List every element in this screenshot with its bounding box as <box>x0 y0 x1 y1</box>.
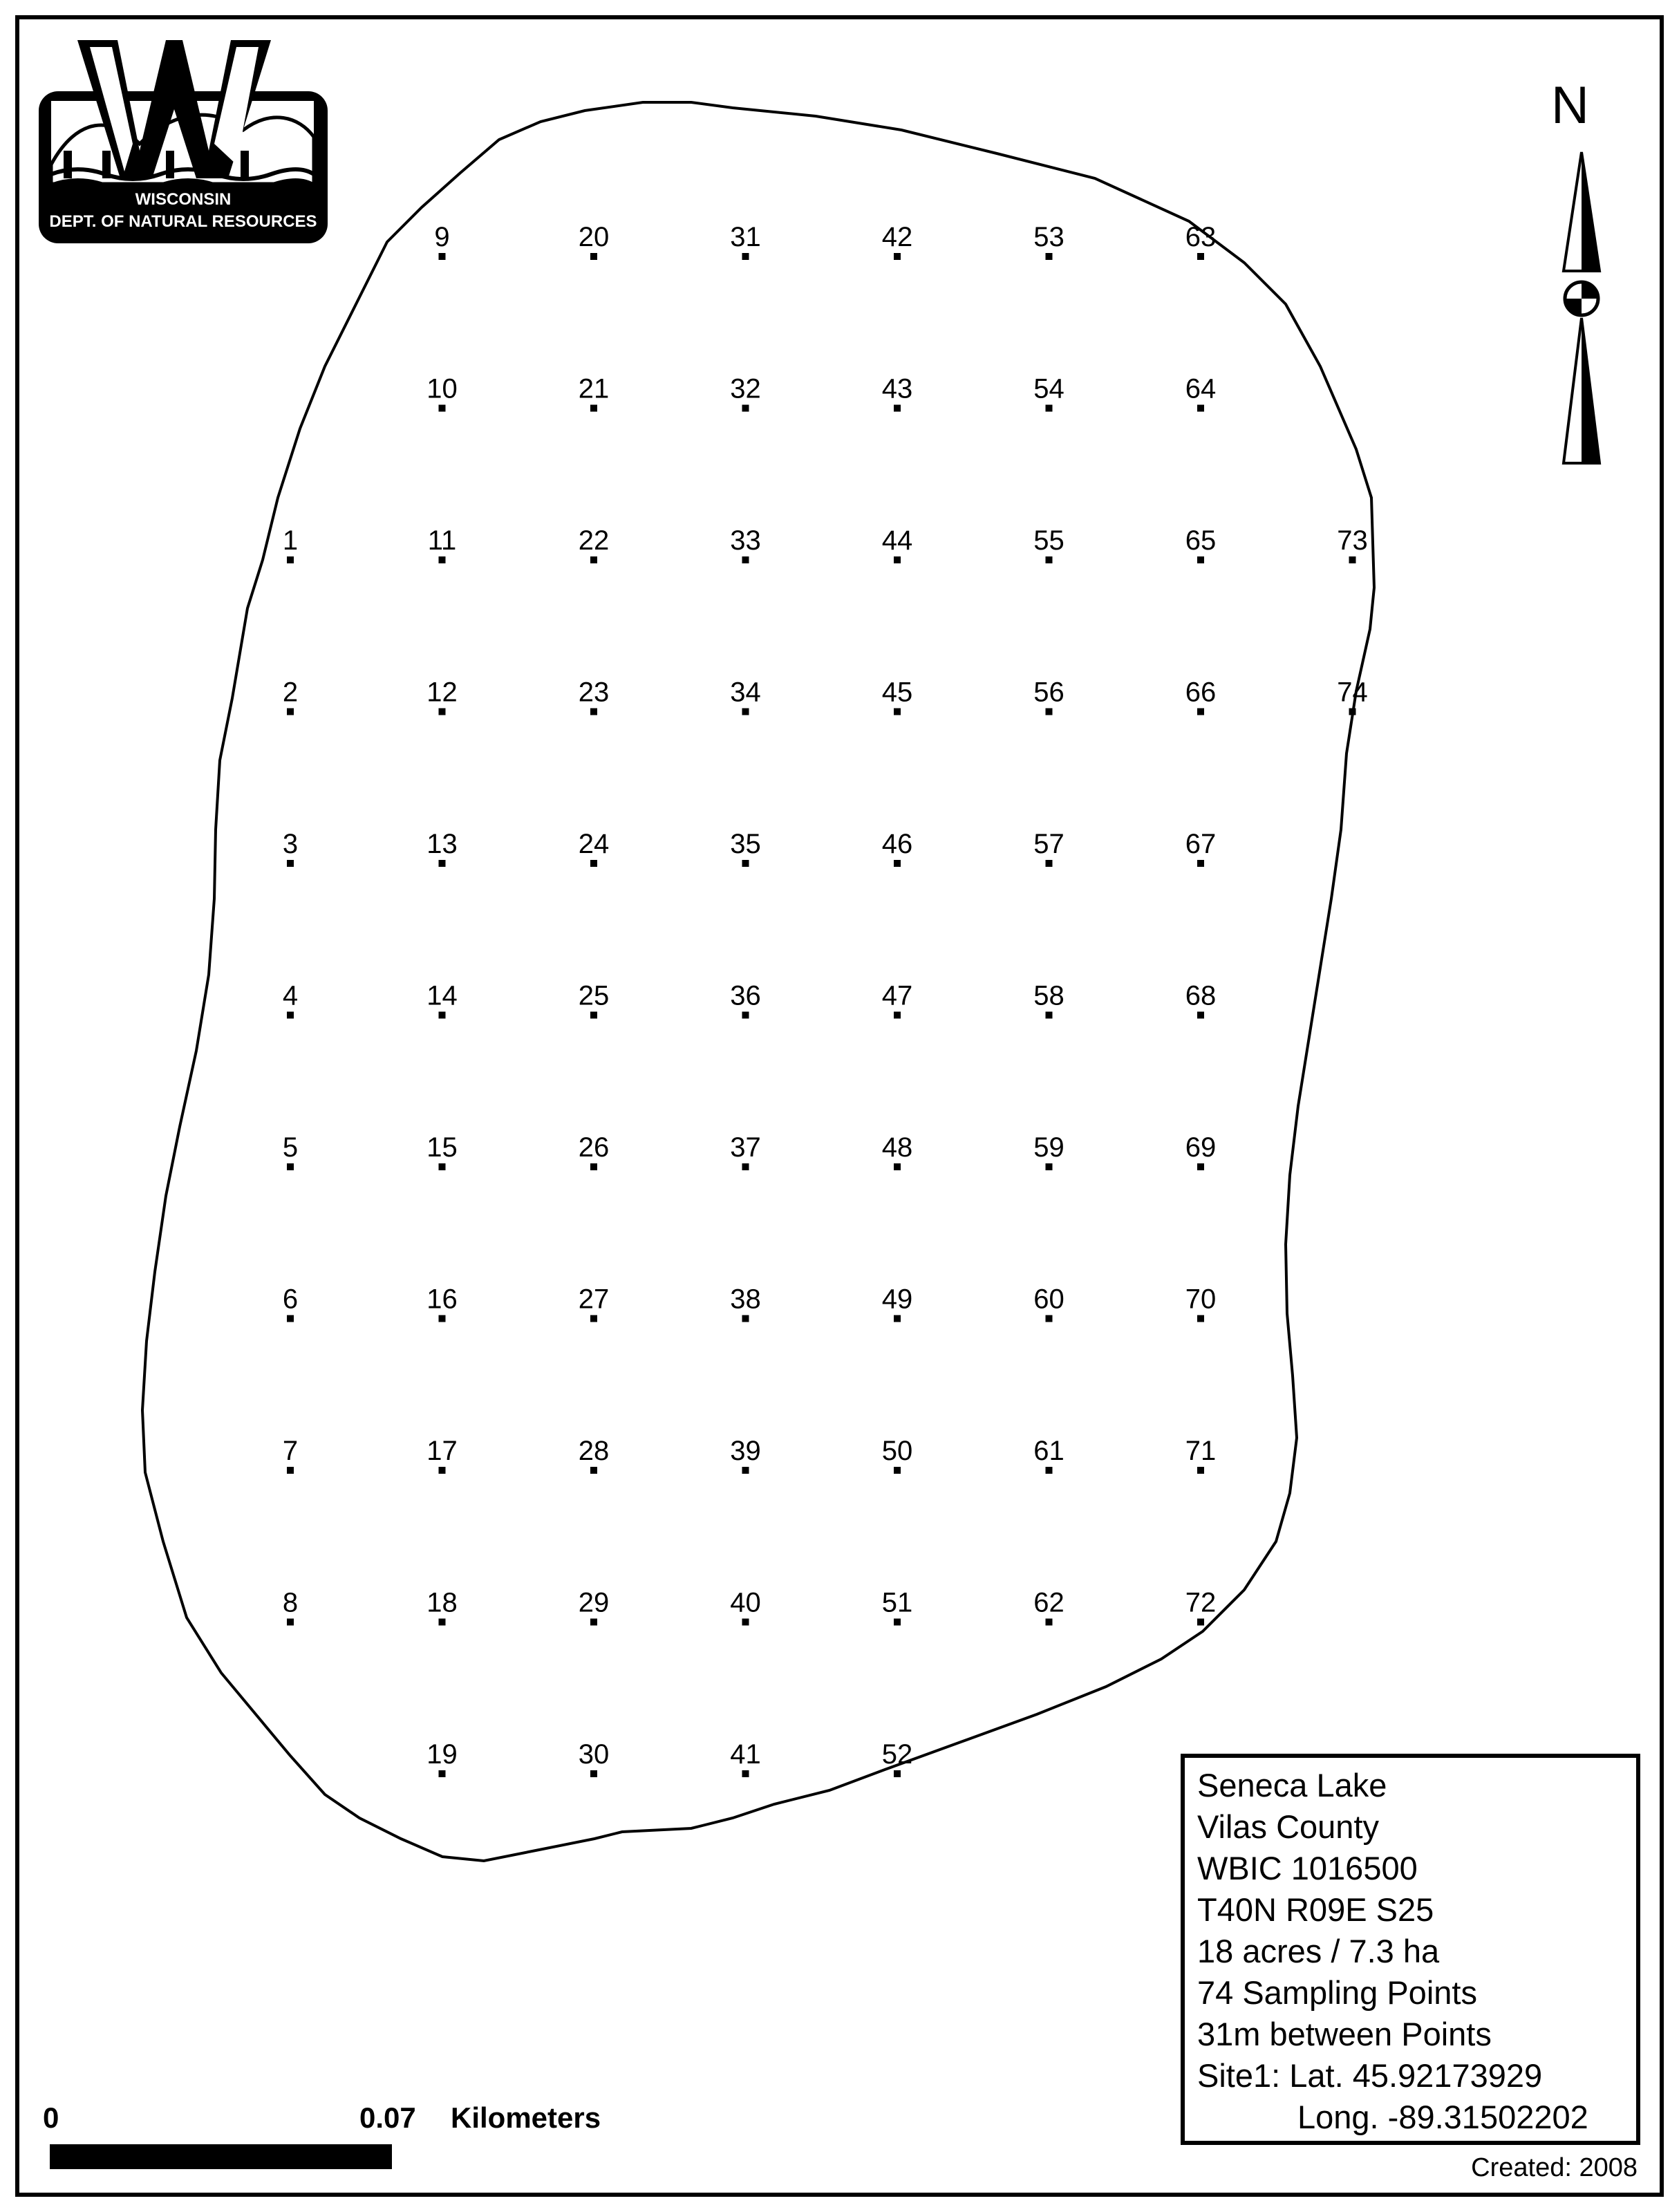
sampling-point-marker <box>287 1467 294 1474</box>
sampling-point-marker <box>439 405 446 412</box>
sampling-point-label: 15 <box>426 1132 458 1163</box>
sampling-point-label: 65 <box>1185 525 1217 556</box>
sampling-point-marker <box>894 556 901 563</box>
sampling-point-label: 70 <box>1185 1284 1217 1315</box>
sampling-point-label: 57 <box>1033 829 1064 859</box>
sampling-point-marker <box>742 1770 749 1777</box>
sampling-point-label: 58 <box>1033 980 1064 1011</box>
sampling-point-label: 67 <box>1185 829 1217 859</box>
sampling-point-label: 34 <box>730 677 761 708</box>
sampling-point-label: 26 <box>578 1132 610 1163</box>
sampling-point-label: 68 <box>1185 980 1217 1011</box>
sampling-point-label: 51 <box>881 1587 913 1618</box>
sampling-point-label: 4 <box>282 980 299 1011</box>
sampling-point-marker <box>1046 405 1053 412</box>
sampling-point-marker <box>742 1619 749 1626</box>
sampling-point-marker <box>439 1467 446 1474</box>
sampling-point-marker <box>1197 253 1204 260</box>
sampling-point-label: 2 <box>282 677 299 708</box>
sampling-point-label: 45 <box>881 677 913 708</box>
sampling-point-marker <box>1046 860 1053 867</box>
sampling-point-marker <box>439 860 446 867</box>
sampling-point-label: 41 <box>730 1739 761 1770</box>
sampling-point-label: 44 <box>881 525 913 556</box>
sampling-point-marker <box>1197 1163 1204 1170</box>
created-date: Created: 2008 <box>1471 2153 1638 2182</box>
sampling-point-marker <box>1046 1012 1053 1019</box>
sampling-point-marker <box>894 1770 901 1777</box>
sampling-point-marker <box>287 860 294 867</box>
sampling-point-label: 72 <box>1185 1587 1217 1618</box>
sampling-point-marker <box>590 405 597 412</box>
sampling-point-marker <box>439 1315 446 1322</box>
logo-line1: WISCONSIN <box>135 190 232 209</box>
sampling-point-label: 1 <box>282 525 299 556</box>
sampling-point-marker <box>1197 1619 1204 1626</box>
sampling-point-marker <box>1197 709 1204 715</box>
township-range: T40N R09E S25 <box>1197 1891 1434 1928</box>
sampling-point-marker <box>439 1163 446 1170</box>
sampling-point-marker <box>439 1619 446 1626</box>
sampling-point-marker <box>742 253 749 260</box>
sampling-point-label: 30 <box>578 1739 610 1770</box>
sampling-point-marker <box>590 1467 597 1474</box>
area: 18 acres / 7.3 ha <box>1197 1933 1440 1969</box>
sampling-point-marker <box>1046 1315 1053 1322</box>
sampling-point-marker <box>287 1315 294 1322</box>
sampling-point-label: 3 <box>282 829 299 859</box>
sampling-point-label: 19 <box>426 1739 458 1770</box>
sampling-point-marker <box>742 1012 749 1019</box>
sampling-point-label: 74 <box>1337 677 1368 708</box>
sampling-point-label: 18 <box>426 1587 458 1618</box>
sampling-point-label: 46 <box>881 829 913 859</box>
sampling-point-label: 40 <box>730 1587 761 1618</box>
sampling-point-label: 61 <box>1033 1436 1064 1466</box>
sampling-point-label: 59 <box>1033 1132 1064 1163</box>
sampling-point-marker <box>590 1619 597 1626</box>
sampling-point-label: 21 <box>578 373 610 404</box>
sampling-point-label: 38 <box>730 1284 761 1315</box>
sampling-point-label: 14 <box>426 980 458 1011</box>
sampling-point-marker <box>590 556 597 563</box>
sampling-point-label: 39 <box>730 1436 761 1466</box>
sampling-point-marker <box>742 1315 749 1322</box>
sampling-point-label: 5 <box>282 1132 299 1163</box>
sampling-point-marker <box>1046 709 1053 715</box>
sampling-point-marker <box>742 1163 749 1170</box>
sampling-point-label: 35 <box>730 829 761 859</box>
sampling-point-marker <box>439 556 446 563</box>
point-spacing: 31m between Points <box>1197 2016 1492 2052</box>
scale-max-label: 0.07 <box>359 2101 416 2134</box>
sampling-point-label: 50 <box>881 1436 913 1466</box>
north-arrow-icon <box>1540 83 1623 470</box>
sampling-point-marker <box>894 253 901 260</box>
sampling-point-label: 22 <box>578 525 610 556</box>
sampling-point-label: 47 <box>881 980 913 1011</box>
sampling-count: 74 Sampling Points <box>1197 1974 1477 2011</box>
sampling-point-label: 31 <box>730 222 761 252</box>
sampling-point-label: 28 <box>578 1436 610 1466</box>
logo-line2: DEPT. OF NATURAL RESOURCES <box>49 212 317 231</box>
lake-info-box <box>1181 1754 1640 2145</box>
sampling-point-marker <box>590 709 597 715</box>
sampling-point-label: 24 <box>578 829 610 859</box>
sampling-point-label: 60 <box>1033 1284 1064 1315</box>
sampling-point-label: 55 <box>1033 525 1064 556</box>
scale-unit-label: Kilometers <box>451 2101 601 2134</box>
sampling-point-marker <box>1046 1619 1053 1626</box>
sampling-point-marker <box>590 1163 597 1170</box>
sampling-point-marker <box>590 253 597 260</box>
sampling-point-marker <box>439 1770 446 1777</box>
sampling-point-marker <box>742 556 749 563</box>
sampling-point-marker <box>894 405 901 412</box>
sampling-point-marker <box>1197 1012 1204 1019</box>
sampling-point-label: 53 <box>1033 222 1064 252</box>
sampling-point-marker <box>287 1619 294 1626</box>
sampling-point-label: 9 <box>434 222 450 252</box>
sampling-point-label: 33 <box>730 525 761 556</box>
sampling-point-marker <box>894 1012 901 1019</box>
sampling-point-label: 6 <box>282 1284 299 1315</box>
sampling-point-marker <box>742 405 749 412</box>
sampling-point-marker <box>287 556 294 563</box>
sampling-point-marker <box>590 1315 597 1322</box>
sampling-point-marker <box>439 253 446 260</box>
sampling-point-label: 49 <box>881 1284 913 1315</box>
sampling-point-marker <box>1197 556 1204 563</box>
sampling-point-marker <box>894 1467 901 1474</box>
sampling-point-label: 29 <box>578 1587 610 1618</box>
sampling-point-marker <box>894 1163 901 1170</box>
sampling-point-marker <box>1197 405 1204 412</box>
sampling-point-label: 17 <box>426 1436 458 1466</box>
sampling-point-label: 32 <box>730 373 761 404</box>
lake-name: Seneca Lake <box>1197 1767 1387 1803</box>
sampling-point-label: 69 <box>1185 1132 1217 1163</box>
sampling-point-marker <box>1349 709 1356 715</box>
sampling-point-marker <box>742 1467 749 1474</box>
sampling-point-marker <box>1046 253 1053 260</box>
sampling-point-label: 66 <box>1185 677 1217 708</box>
sampling-point-marker <box>439 709 446 715</box>
scale-bar <box>50 2144 392 2169</box>
sampling-points <box>283 222 1368 1777</box>
sampling-point-marker <box>742 709 749 715</box>
sampling-point-label: 11 <box>427 525 457 556</box>
sampling-point-label: 64 <box>1185 373 1217 404</box>
sampling-point-marker <box>1046 1467 1053 1474</box>
sampling-point-marker <box>1197 860 1204 867</box>
site-longitude: Long. -89.31502202 <box>1297 2099 1588 2135</box>
sampling-point-label: 23 <box>578 677 610 708</box>
site-latitude: Site1: Lat. 45.92173929 <box>1197 2057 1543 2094</box>
north-label: N <box>1551 76 1589 135</box>
sampling-point-label: 71 <box>1185 1436 1217 1466</box>
sampling-point-marker <box>894 860 901 867</box>
sampling-point-label: 8 <box>282 1587 299 1618</box>
sampling-point-marker <box>439 1012 446 1019</box>
sampling-point-marker <box>590 860 597 867</box>
sampling-point-label: 37 <box>730 1132 761 1163</box>
sampling-point-label: 56 <box>1033 677 1064 708</box>
sampling-point-marker <box>590 1770 597 1777</box>
sampling-point-label: 27 <box>578 1284 610 1315</box>
sampling-point-marker <box>1197 1315 1204 1322</box>
sampling-point-label: 13 <box>426 829 458 859</box>
sampling-point-label: 54 <box>1033 373 1064 404</box>
sampling-point-label: 25 <box>578 980 610 1011</box>
sampling-point-label: 16 <box>426 1284 458 1315</box>
sampling-point-marker <box>287 709 294 715</box>
sampling-point-marker <box>590 1012 597 1019</box>
sampling-point-marker <box>1197 1467 1204 1474</box>
sampling-point-marker <box>894 1315 901 1322</box>
sampling-point-label: 42 <box>881 222 913 252</box>
sampling-point-marker <box>894 1619 901 1626</box>
sampling-point-marker <box>1349 556 1356 563</box>
sampling-point-marker <box>1046 1163 1053 1170</box>
sampling-point-label: 36 <box>730 980 761 1011</box>
wdnr-logo <box>36 33 333 247</box>
sampling-point-label: 48 <box>881 1132 913 1163</box>
sampling-point-label: 63 <box>1185 222 1217 252</box>
sampling-point-label: 10 <box>426 373 458 404</box>
sampling-point-label: 52 <box>881 1739 913 1770</box>
sampling-point-label: 43 <box>881 373 913 404</box>
county: Vilas County <box>1197 1808 1379 1845</box>
sampling-point-marker <box>287 1012 294 1019</box>
sampling-point-label: 20 <box>578 222 610 252</box>
sampling-point-label: 62 <box>1033 1587 1064 1618</box>
sampling-point-label: 7 <box>282 1436 299 1466</box>
scale-zero-label: 0 <box>43 2101 59 2134</box>
sampling-point-marker <box>742 860 749 867</box>
sampling-point-label: 73 <box>1337 525 1368 556</box>
sampling-point-marker <box>287 1163 294 1170</box>
sampling-point-marker <box>894 709 901 715</box>
wbic: WBIC 1016500 <box>1197 1850 1418 1886</box>
sampling-point-label: 12 <box>426 677 458 708</box>
sampling-point-marker <box>1046 556 1053 563</box>
